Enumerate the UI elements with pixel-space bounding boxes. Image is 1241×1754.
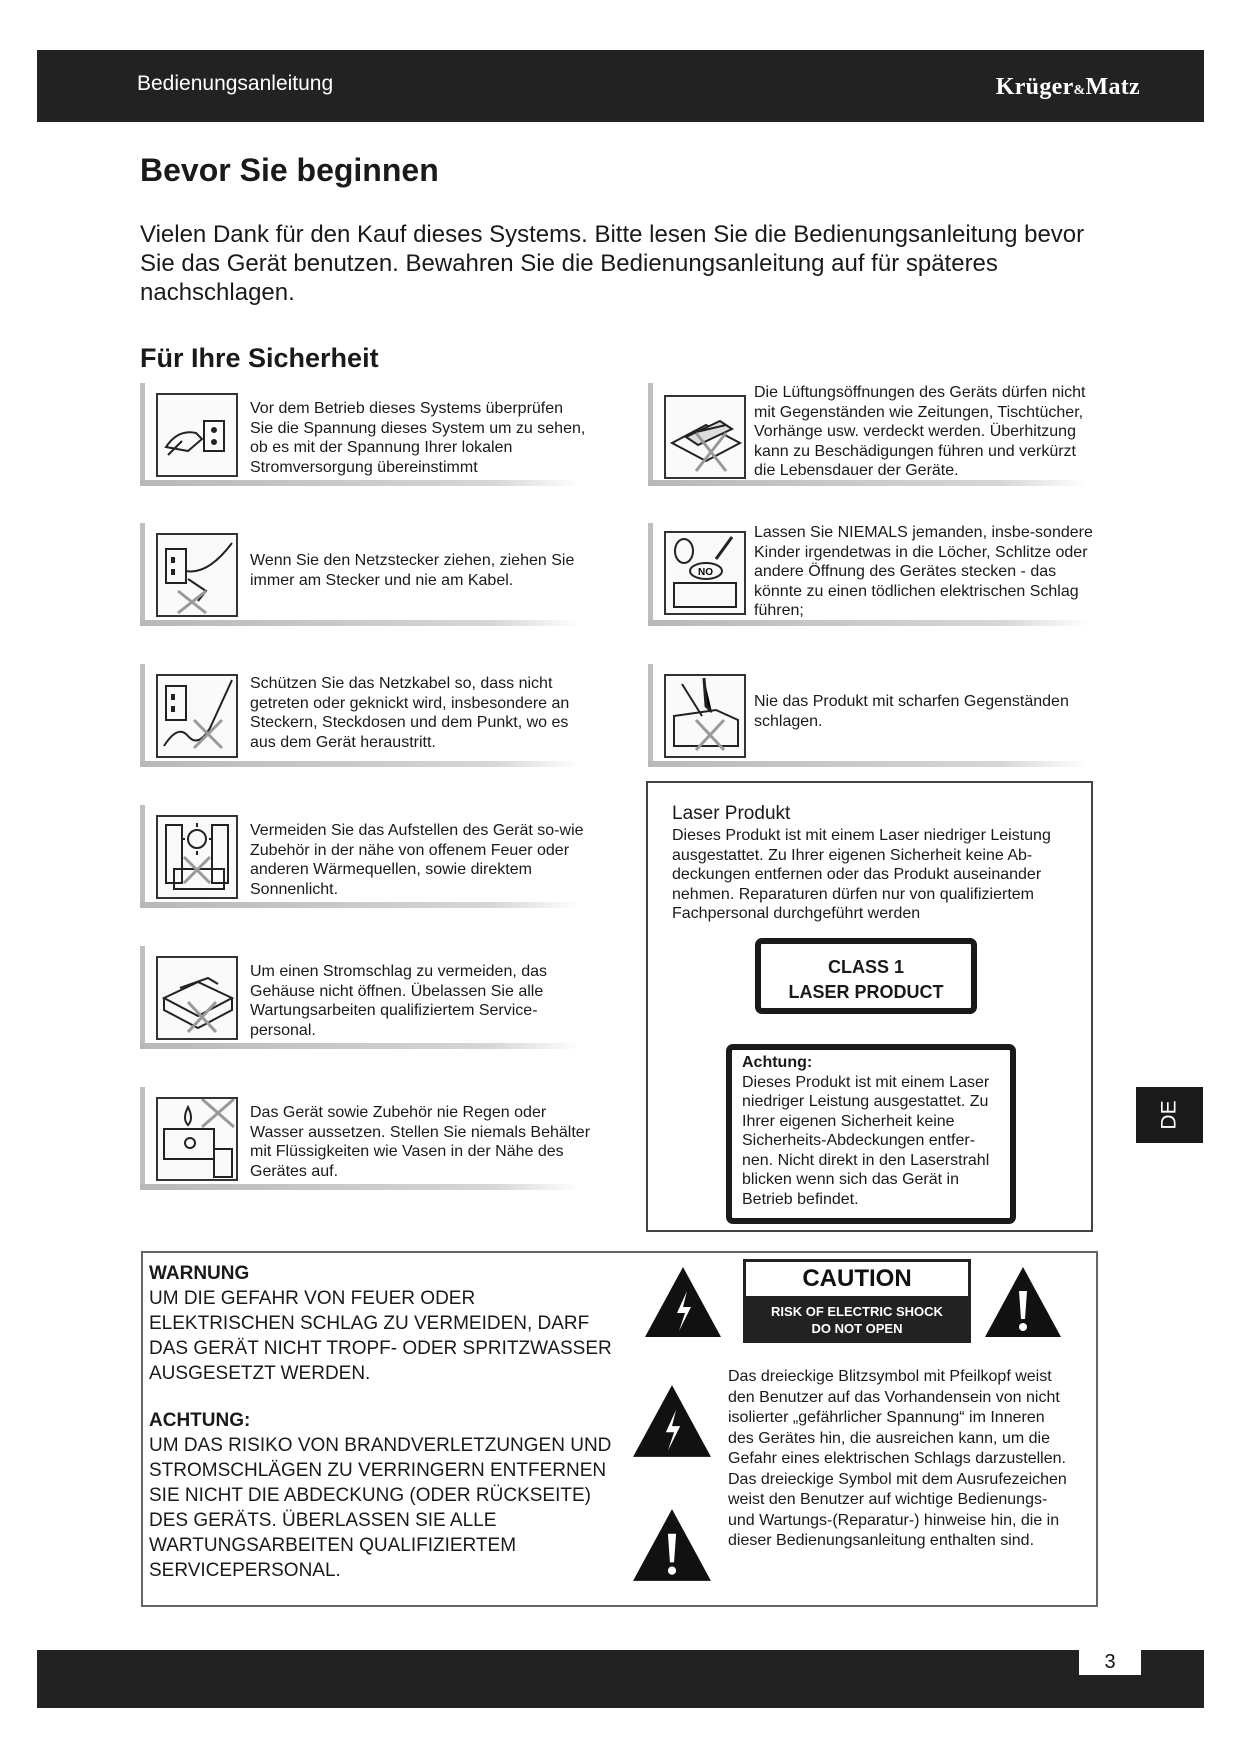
laser-warning-label: Achtung: Dieses Produkt ist mit einem Laser niedriger Leistung ausgestattet. Zu Ihrer eigenen Sicherheit keine Sicherheits-Abdeckungen entfer-nen. Nicht direkt in den Laserstrahl blicken wenn sich das Gerät in Betrieb befindet. xyxy=(726,1044,1016,1224)
lightning-triangle-icon xyxy=(643,1265,723,1339)
language-tab: DE xyxy=(1136,1087,1203,1143)
caution-line2: DO NOT OPEN xyxy=(811,1321,903,1336)
safety-item-text: Schützen Sie das Netzkabel so, dass nicht getreten oder geknickt wird, insbesondere an Steckern, Steckdosen und dem Punkt, wo es aus dem Gerät heraustritt. xyxy=(250,675,570,751)
heat-sunlight-icon xyxy=(156,815,238,899)
exclamation-triangle-icon xyxy=(631,1507,713,1583)
safety-item-text: Um einen Stromschlag zu vermeiden, das Gehäuse nicht öffnen. Übelassen Sie alle Wartungsarbeiten qualifiziertem Service-personal. xyxy=(250,963,548,1039)
safety-item xyxy=(648,383,1088,491)
safety-item-text: Vermeiden Sie das Aufstellen des Gerät so-wie Zubehör in der nähe von offenem Feuer oder anderen Wärmequellen, sowie direktem Sonnenlicht. xyxy=(250,822,584,898)
caution-line1: RISK OF ELECTRIC SHOCK xyxy=(771,1304,943,1319)
unplug-by-plug-icon xyxy=(156,533,238,617)
safety-item xyxy=(140,383,586,491)
do-not-open-housing-icon xyxy=(156,956,238,1040)
safety-item xyxy=(140,1087,591,1195)
symbols-explanation: Das dreieckige Blitzsymbol mit Pfeilkopf weist den Benutzer auf das Vorhandensein von nicht isolierter „gefährlicher Spannung“ im Inneren des Gerätes hin, die ausreichen kann, um die Gefahr eines elektrischen Schlags darzustellen. Das dreieckige Symbol mit dem Ausrufezeichen weist den Benutzer auf wichtige Bedienungs- und Wartungs-(Reparatur-) hinweise hin, die in dieser Bedienungsanleitung enthalten sind. xyxy=(728,1368,1067,1549)
warning-text: UM DIE GEFAHR VON FEUER ODER ELEKTRISCHEN SCHLAG ZU VERMEIDEN, DARF DAS GERÄT NICHT TROPF- ODER SPRITZWASSER AUSGESETZT WERDEN. xyxy=(149,1288,612,1384)
caution-label xyxy=(743,1259,971,1343)
laser-title: Laser Produkt xyxy=(672,803,791,824)
no-water-icon xyxy=(156,1097,238,1181)
header-bar xyxy=(37,50,1204,122)
voltage-check-icon xyxy=(156,393,238,477)
safety-item-text: Vor dem Betrieb dieses Systems überprüfen Sie die Spannung dieses System um zu sehen, ob es mit der Spannung Ihrer lokalen Stromversorgung übereinstimmt xyxy=(250,400,586,476)
safety-item-text: Die Lüftungsöffnungen des Geräts dürfen nicht mit Gegenständen wie Zeitungen, Tischtücher, Vorhänge usw. verdeckt werden. Überhitzung kann zu Beschädigungen führen und verkürzt die Lebensdauer der Geräte. xyxy=(754,384,1086,479)
caution-title: CAUTION xyxy=(746,1262,968,1296)
warning-title: WARNUNG xyxy=(149,1263,250,1284)
safety-item-text: Nie das Produkt mit scharfen Gegenständen schlagen. xyxy=(754,693,1069,730)
safety-item xyxy=(140,946,580,1054)
laser-description: Dieses Produkt ist mit einem Laser niedriger Leistung ausgestattet. Zu Ihrer eigenen Sicherheit keine Ab-deckungen entfernen oder das Produkt auseinander nehmen. Reparaturen dürfen nur von qualifiziertem Fachpersonal durchgeführt werden xyxy=(672,827,1051,922)
header-title: Bedienungsanleitung xyxy=(137,72,334,95)
lightning-triangle-icon xyxy=(631,1383,713,1459)
safety-item xyxy=(140,805,584,913)
achtung-text: UM DAS RISIKO VON BRANDVERLETZUNGEN UND STROMSCHLÄGEN ZU VERRINGERN ENTFERNEN SIE NICHT DIE ABDECKUNG (ODER RÜCKSEITE) DES GERÄTS. ÜBERLASSEN SIE ALLE WARTUNGSARBEITEN QUALIFIZIERTEM SERVICEPERSONAL. xyxy=(149,1435,612,1581)
safety-item xyxy=(648,523,1093,631)
safety-item-text: Lassen Sie NIEMALS jemanden, insbe-sondere Kinder irgendetwas in die Löcher, Schlitze oder andere Öffnung des Gerätes stecken - das könnte zu einen tödlichen elektrischen Schlag führen; xyxy=(754,524,1093,619)
safety-item-text: Wenn Sie den Netzstecker ziehen, ziehen Sie immer am Stecker und nie am Kabel. xyxy=(250,552,575,589)
class1-laser-label: CLASS 1 LASER PRODUCT xyxy=(755,938,977,1014)
warning-box xyxy=(141,1251,1098,1607)
footer-bar xyxy=(37,1650,1204,1708)
safety-item xyxy=(140,523,580,631)
safety-heading: Für Ihre Sicherheit xyxy=(140,343,379,373)
page-title: Bevor Sie beginnen xyxy=(140,152,439,188)
svg-text:NO: NO xyxy=(698,567,713,578)
intro-paragraph: Vielen Dank für den Kauf dieses Systems. Bitte lesen Sie die Bedienungsanleitung bevor Sie das Gerät benutzen. Bewahren Sie die Bedienungsanleitung auf für späteres nachschlagen. xyxy=(140,221,1085,306)
laser-product-box xyxy=(646,781,1093,1232)
ventilation-icon xyxy=(664,395,746,479)
exclamation-triangle-icon xyxy=(983,1265,1063,1339)
protect-cable-icon xyxy=(156,674,238,758)
no-sharp-objects-icon xyxy=(664,674,746,758)
safety-item xyxy=(648,664,1088,772)
page-number: 3 xyxy=(1079,1650,1141,1675)
safety-item xyxy=(140,664,580,772)
warning-text-block xyxy=(149,1261,619,1583)
achtung-title: ACHTUNG: xyxy=(149,1410,251,1431)
no-objects-in-openings-icon xyxy=(664,531,746,615)
brand-logo: Krüger&Matz xyxy=(995,74,1140,100)
safety-item-text: Das Gerät sowie Zubehör nie Regen oder Wasser aussetzen. Stellen Sie niemals Behälter mit Flüssigkeiten wie Vasen in der Nähe des Gerätes auf. xyxy=(250,1104,591,1180)
